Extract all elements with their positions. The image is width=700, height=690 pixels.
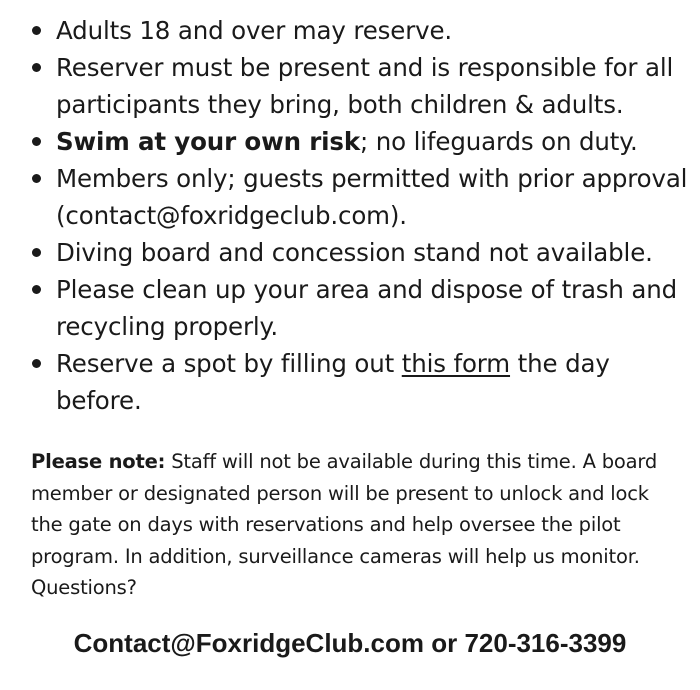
bullet-icon (32, 137, 41, 146)
rule-text: Reserver must be present and is responsible for all participants they bring, both children & adults. (56, 53, 674, 119)
bullet-icon (32, 285, 41, 294)
note-label: Please note: (31, 450, 166, 473)
rule-text: Adults 18 and over may reserve. (56, 16, 453, 45)
rule-item-cleanup (32, 271, 692, 345)
rule-text: ; no lifeguards on duty. (360, 127, 638, 156)
rule-item-members (32, 160, 692, 234)
rule-item-reserver (32, 49, 692, 123)
rule-bold-text: Swim at your own risk (56, 127, 361, 156)
bullet-icon (32, 359, 41, 368)
contact-line: Contact@FoxridgeClub.com or 720-316-3399 (73, 628, 627, 658)
bullet-icon (32, 26, 41, 35)
rule-item-age (32, 12, 692, 49)
rule-item-diving (32, 234, 692, 271)
note-paragraph (31, 446, 671, 604)
rule-text-before: Reserve a spot by filling out (56, 349, 402, 378)
rule-text: Diving board and concession stand not available. (56, 238, 653, 267)
bullet-icon (32, 174, 41, 183)
note-text: Staff will not be available during this time. A board member or designated person will be present to unlock and lock the gate on days with reservations and help oversee the pilot program. In addition, surveillance cameras will help us monitor. Questions? (31, 450, 658, 599)
bullet-icon (32, 63, 41, 72)
rules-list (32, 12, 692, 419)
bullet-icon (32, 248, 41, 257)
rule-text: Please clean up your area and dispose of trash and recycling properly. (56, 275, 678, 341)
rule-text-after: the day before. (56, 349, 610, 415)
reservation-form-link[interactable]: this form (401, 349, 511, 378)
rule-text: Members only; guests permitted with prior approval (contact@foxridgeclub.com). (56, 164, 688, 230)
rule-item-reserve (32, 345, 692, 419)
rule-item-risk (32, 123, 692, 160)
